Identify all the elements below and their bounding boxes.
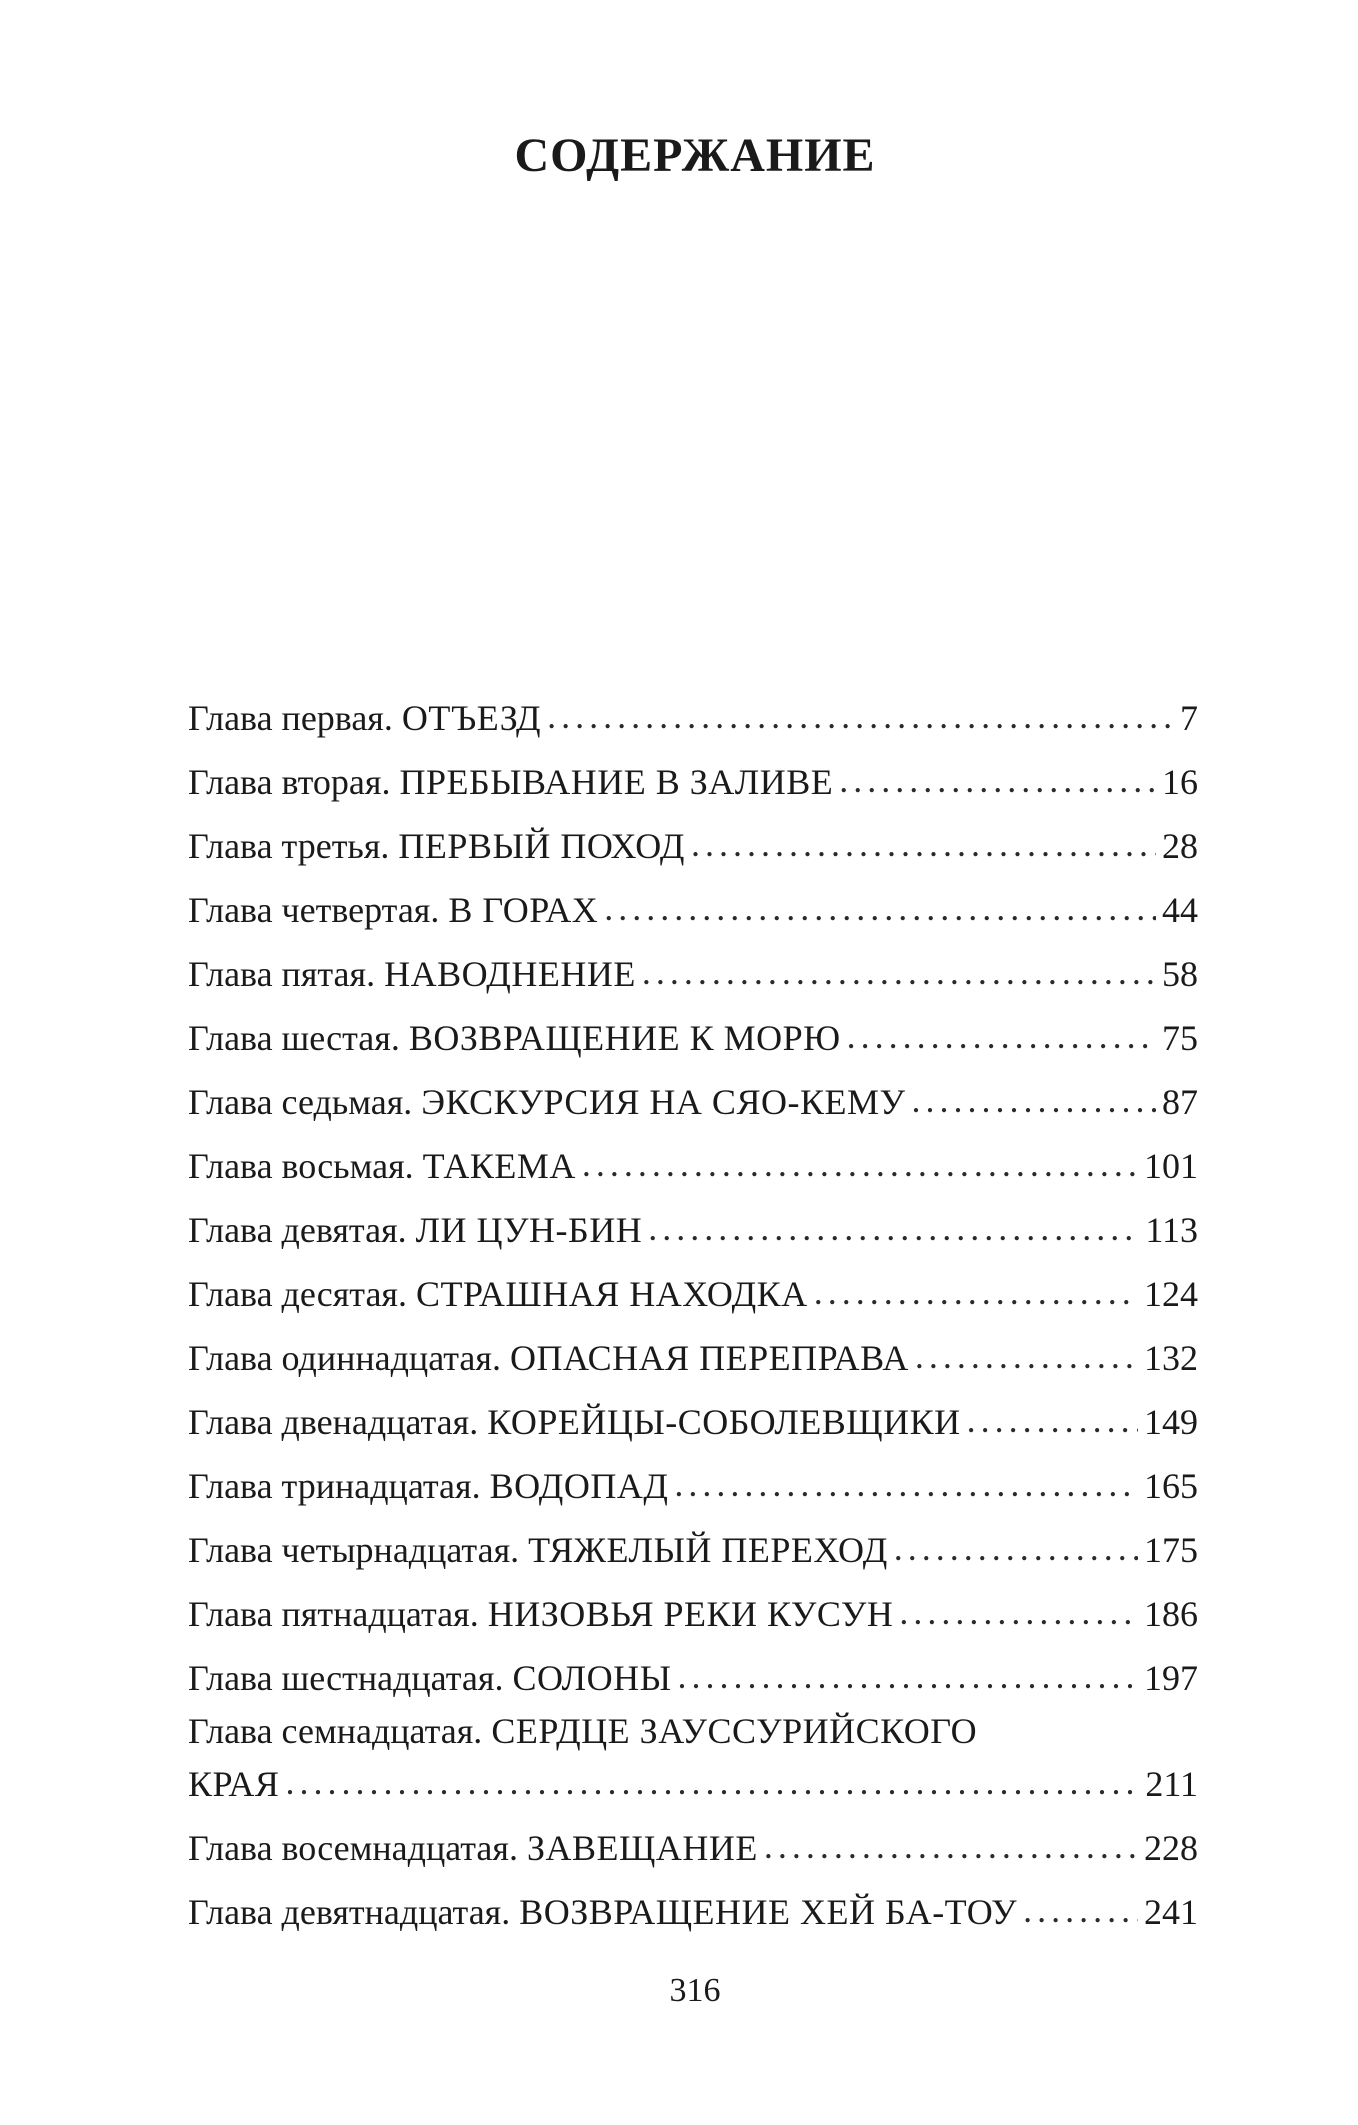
- chapter-label: Глава одиннадцатая.: [188, 1338, 501, 1378]
- page-number: 124: [1144, 1274, 1198, 1314]
- dot-leader: [547, 684, 1174, 748]
- dot-leader: [642, 940, 1156, 1004]
- dot-leader: [894, 1516, 1138, 1580]
- page-number: 165: [1144, 1466, 1198, 1506]
- page-number: 44: [1162, 890, 1198, 930]
- dot-leader: [648, 1196, 1139, 1260]
- toc-entry: [188, 1518, 1198, 1582]
- chapter-label: Глава восьмая.: [188, 1146, 414, 1186]
- dot-leader: [911, 1068, 1156, 1132]
- toc-entry: [188, 1326, 1198, 1390]
- toc-entry: [188, 1134, 1198, 1198]
- page-title: СОДЕРЖАНИЕ: [514, 129, 876, 182]
- page-number: 186: [1144, 1594, 1198, 1634]
- chapter-label: Глава шестнадцатая.: [188, 1658, 504, 1698]
- table-of-contents: [188, 686, 1198, 1944]
- dot-leader: [677, 1644, 1138, 1708]
- page-number: 228: [1144, 1828, 1198, 1868]
- chapter-title: СТРАШНАЯ НАХОДКА: [416, 1274, 808, 1314]
- chapter-label: Глава восемнадцатая.: [188, 1828, 518, 1868]
- chapter-label: Глава седьмая.: [188, 1082, 413, 1122]
- dot-leader: [691, 812, 1156, 876]
- chapter-title: НИЗОВЬЯ РЕКИ КУСУН: [487, 1594, 894, 1634]
- chapter-label: Глава вторая.: [188, 762, 391, 802]
- dot-leader: [1023, 1878, 1138, 1942]
- chapter-title: ЛИ ЦУН-БИН: [415, 1210, 643, 1250]
- footer-page-number: 316: [669, 1972, 721, 2009]
- toc-entry: [188, 686, 1198, 750]
- chapter-title: ТАКЕМА: [422, 1146, 576, 1186]
- chapter-title: ВОЗВРАЩЕНИЕ К МОРЮ: [408, 1018, 841, 1058]
- page-number: 58: [1162, 954, 1198, 994]
- chapter-title: СОЛОНЫ: [512, 1658, 672, 1698]
- chapter-title: ПРЕБЫВАНИЕ В ЗАЛИВЕ: [399, 762, 834, 802]
- chapter-label: Глава четвертая.: [188, 890, 440, 930]
- page-number: 7: [1180, 698, 1198, 738]
- toc-entry: [188, 1582, 1198, 1646]
- chapter-label: Глава двенадцатая.: [188, 1402, 479, 1442]
- toc-entry: [188, 942, 1198, 1006]
- page-number: 75: [1162, 1018, 1198, 1058]
- page-number: 113: [1145, 1210, 1198, 1250]
- toc-entry: [188, 1454, 1198, 1518]
- chapter-title: ЭКСКУРСИЯ НА СЯО-КЕМУ: [421, 1082, 906, 1122]
- chapter-title-continued: КРАЯ: [188, 1764, 280, 1804]
- toc-entry: [188, 1646, 1198, 1710]
- chapter-title: ПЕРВЫЙ ПОХОД: [398, 826, 685, 866]
- chapter-label: Глава десятая.: [188, 1274, 407, 1314]
- page-number: 197: [1144, 1658, 1198, 1698]
- dot-leader: [674, 1452, 1138, 1516]
- chapter-label: Глава пятнадцатая.: [188, 1594, 479, 1634]
- chapter-label: Глава девятнадцатая.: [188, 1892, 511, 1932]
- dot-leader: [814, 1260, 1138, 1324]
- dot-leader: [899, 1580, 1138, 1644]
- chapter-title: ТЯЖЕЛЫЙ ПЕРЕХОД: [528, 1530, 888, 1570]
- dot-leader: [915, 1324, 1138, 1388]
- toc-entry: [188, 1710, 1198, 1816]
- toc-entry: [188, 1880, 1198, 1944]
- toc-entry: [188, 1198, 1198, 1262]
- page-number: 149: [1144, 1402, 1198, 1442]
- chapter-label: Глава тринадцатая.: [188, 1466, 481, 1506]
- chapter-label: Глава первая.: [188, 698, 393, 738]
- chapter-label: Глава пятая.: [188, 954, 376, 994]
- page-number: 175: [1144, 1530, 1198, 1570]
- chapter-label: Глава девятая.: [188, 1210, 407, 1250]
- toc-entry: [188, 814, 1198, 878]
- dot-leader: [764, 1814, 1138, 1878]
- chapter-label: Глава третья.: [188, 826, 390, 866]
- toc-entry: [188, 1262, 1198, 1326]
- chapter-title: НАВОДНЕНИЕ: [384, 954, 636, 994]
- toc-entry: [188, 750, 1198, 814]
- page-number: 87: [1162, 1082, 1198, 1122]
- page-number: 211: [1145, 1764, 1198, 1804]
- dot-leader: [604, 876, 1156, 940]
- dot-leader: [839, 748, 1156, 812]
- dot-leader: [582, 1132, 1138, 1196]
- page-number: 16: [1162, 762, 1198, 802]
- page-number: 132: [1144, 1338, 1198, 1378]
- chapter-title: ОПАСНАЯ ПЕРЕПРАВА: [509, 1338, 909, 1378]
- dot-leader: [285, 1750, 1139, 1814]
- dot-leader: [967, 1388, 1138, 1452]
- toc-entry: [188, 1070, 1198, 1134]
- toc-entry: [188, 1816, 1198, 1880]
- chapter-title: КОРЕЙЦЫ-СОБОЛЕВЩИКИ: [487, 1402, 961, 1442]
- chapter-title: ВОДОПАД: [489, 1466, 669, 1506]
- chapter-title: В ГОРАХ: [448, 890, 599, 930]
- chapter-label: Глава семнадцатая.: [188, 1711, 483, 1751]
- page-number: 241: [1144, 1892, 1198, 1932]
- chapter-title: ЗАВЕЩАНИЕ: [526, 1828, 758, 1868]
- chapter-title: ОТЪЕЗД: [401, 698, 542, 738]
- chapter-title: СЕРДЦЕ ЗАУССУРИЙСКОГО: [491, 1711, 978, 1751]
- chapter-label: Глава четырнадцатая.: [188, 1530, 520, 1570]
- toc-entry: [188, 1006, 1198, 1070]
- page-number: 101: [1144, 1146, 1198, 1186]
- dot-leader: [847, 1004, 1156, 1068]
- page-number: 28: [1162, 826, 1198, 866]
- chapter-label: Глава шестая.: [188, 1018, 400, 1058]
- toc-entry: [188, 1390, 1198, 1454]
- toc-entry: [188, 878, 1198, 942]
- chapter-title: ВОЗВРАЩЕНИЕ ХЕЙ БА-ТОУ: [519, 1892, 1018, 1932]
